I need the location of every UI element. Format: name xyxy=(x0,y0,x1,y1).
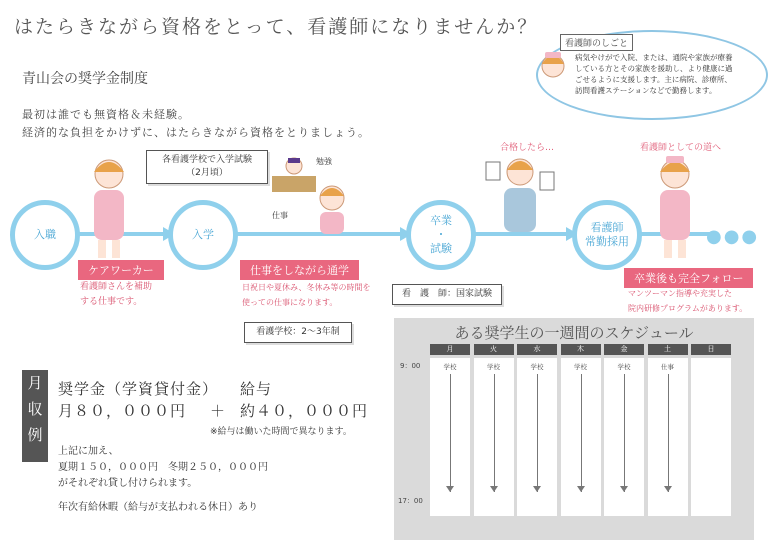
arrow-down-icon xyxy=(490,486,498,492)
bonus-line-3: がそれぞれ貸し付けられます。 xyxy=(58,478,198,489)
nurse-illustration xyxy=(642,152,708,262)
work-label: 仕事 xyxy=(272,211,288,220)
schedule-title: ある奨学生の一週間のスケジュール xyxy=(454,324,694,342)
step-graduate-line-1: 卒業 xyxy=(430,214,452,227)
duration-arrow-icon xyxy=(668,374,669,492)
entrance-exam-line-1: 各看護学校で入学試験 xyxy=(161,155,252,165)
arrow-down-icon xyxy=(446,486,454,492)
intro-line-1: 最初は誰でも無資格＆未経験。 xyxy=(22,108,190,121)
income-heading-char-1: 月 xyxy=(27,374,43,392)
day-header: 火 xyxy=(474,344,514,355)
celebrating-graduate-illustration xyxy=(484,152,556,240)
passed-label: 合格したら… xyxy=(500,143,555,153)
intro-line-2: 経済的な負担をかけずに、はたらきながら資格をとりましょう。 xyxy=(22,126,370,139)
follow-line-1: マンツーマン指導や充実した xyxy=(628,289,732,298)
day-header: 土 xyxy=(648,344,688,355)
follow-desc xyxy=(628,286,747,316)
care-worker-line-2: する仕事です。 xyxy=(80,297,143,307)
day-activity: 学校 xyxy=(574,363,587,371)
bubble-title: 看護師のしごと xyxy=(560,34,633,51)
duration-arrow-icon xyxy=(537,374,538,492)
arrow-down-icon xyxy=(577,486,585,492)
nurse-face-illustration xyxy=(536,46,570,82)
step-graduate-exam xyxy=(406,200,476,270)
step-graduate-line-2: ・ xyxy=(435,228,447,241)
scholarship-label: 奨学金（学資貸付金） xyxy=(58,380,219,398)
bubble-text: 病気やけがで入院、または、通院や家族が療養している方とその家族を援助し、より健康に過ごせるように支援します。主に病院、診療所、訪問看護ステーションなどで勤務します。 xyxy=(575,53,733,95)
step-hired xyxy=(572,200,642,270)
follow-label: 卒業後も完全フォロー xyxy=(624,268,753,288)
step-enroll-label: 入学 xyxy=(192,228,214,241)
salary-amount: 約４０，０００円 xyxy=(240,402,369,420)
work-study-label: 仕事をしながら通学 xyxy=(240,260,359,280)
duration-arrow-icon xyxy=(624,374,625,492)
bonus-line-2: 夏期１５０，０００円 冬期２５０，０００円 xyxy=(58,462,268,473)
scholarship-amount: 月８０，０００円 xyxy=(58,402,187,420)
entrance-exam-box xyxy=(146,150,268,184)
work-study-line-2: 使っての仕事になります。 xyxy=(242,298,338,307)
entrance-exam-line-2: （2月頃） xyxy=(186,168,228,178)
day-header: 水 xyxy=(517,344,557,355)
step-hired-line-1: 看護師 xyxy=(590,221,624,234)
day-column xyxy=(691,358,731,516)
arrow-down-icon xyxy=(664,486,672,492)
step-join-label: 入職 xyxy=(34,228,56,241)
care-worker-line-1: 看護師さんを補助 xyxy=(80,282,153,292)
end-time: 17：00 xyxy=(398,497,423,505)
work-study-desc xyxy=(242,280,370,310)
monthly-income-heading xyxy=(22,370,48,462)
follow-line-2: 院内研修プログラムがあります。 xyxy=(628,304,748,313)
desk-label: 勉強 xyxy=(316,157,332,166)
work-study-line-1: 日祝日や夏休み、冬休み等の時間を xyxy=(242,283,371,292)
step-join xyxy=(10,200,80,270)
duration-arrow-icon xyxy=(581,374,582,492)
start-time: 9：00 xyxy=(400,362,421,370)
day-activity: 仕事 xyxy=(661,363,674,371)
day-header: 木 xyxy=(561,344,601,355)
page-title: はたらきながら資格をとって、看護師になりませんか？ xyxy=(14,16,539,38)
income-heading-char-3: 例 xyxy=(27,426,43,444)
duration-arrow-icon xyxy=(450,374,451,492)
step-enroll xyxy=(168,200,238,270)
school-years-box: 看護学校：2〜3年制 xyxy=(244,322,352,343)
duration-arrow-icon xyxy=(494,374,495,492)
paid-leave-note: 年次有給休暇（給与が支払われる休日）あり xyxy=(58,502,258,513)
care-worker-desc xyxy=(80,280,152,310)
continue-dots: ●●● xyxy=(706,226,760,247)
care-worker-illustration xyxy=(76,152,142,262)
page-subtitle: 青山会の奨学金制度 xyxy=(22,71,148,87)
step-hired-line-2: 常勤採用 xyxy=(585,235,629,248)
national-exam-box: 看 護 師：国家試験 xyxy=(392,284,502,305)
care-worker-label: ケアワーカー xyxy=(78,260,164,280)
bonus-line-1: 上記に加え、 xyxy=(58,446,119,457)
arrow-down-icon xyxy=(533,486,541,492)
arrow-down-icon xyxy=(620,486,628,492)
day-activity: 学校 xyxy=(530,363,544,371)
day-activity: 学校 xyxy=(487,363,500,371)
plus-sign: ＋ xyxy=(210,402,227,420)
student-nurse-illustration xyxy=(308,180,356,236)
nurse-path-label: 看護師としての道へ xyxy=(640,143,722,153)
day-header: 日 xyxy=(691,344,731,355)
day-activity: 学校 xyxy=(443,363,457,371)
day-header: 月 xyxy=(430,344,470,355)
day-activity: 学校 xyxy=(617,363,631,371)
salary-note: ※給与は働いた時間で異なります。 xyxy=(210,427,352,437)
step-graduate-line-3: 試験 xyxy=(430,242,452,255)
income-heading-char-2: 収 xyxy=(27,400,43,418)
day-header: 金 xyxy=(604,344,644,355)
salary-label: 給与 xyxy=(240,380,273,398)
